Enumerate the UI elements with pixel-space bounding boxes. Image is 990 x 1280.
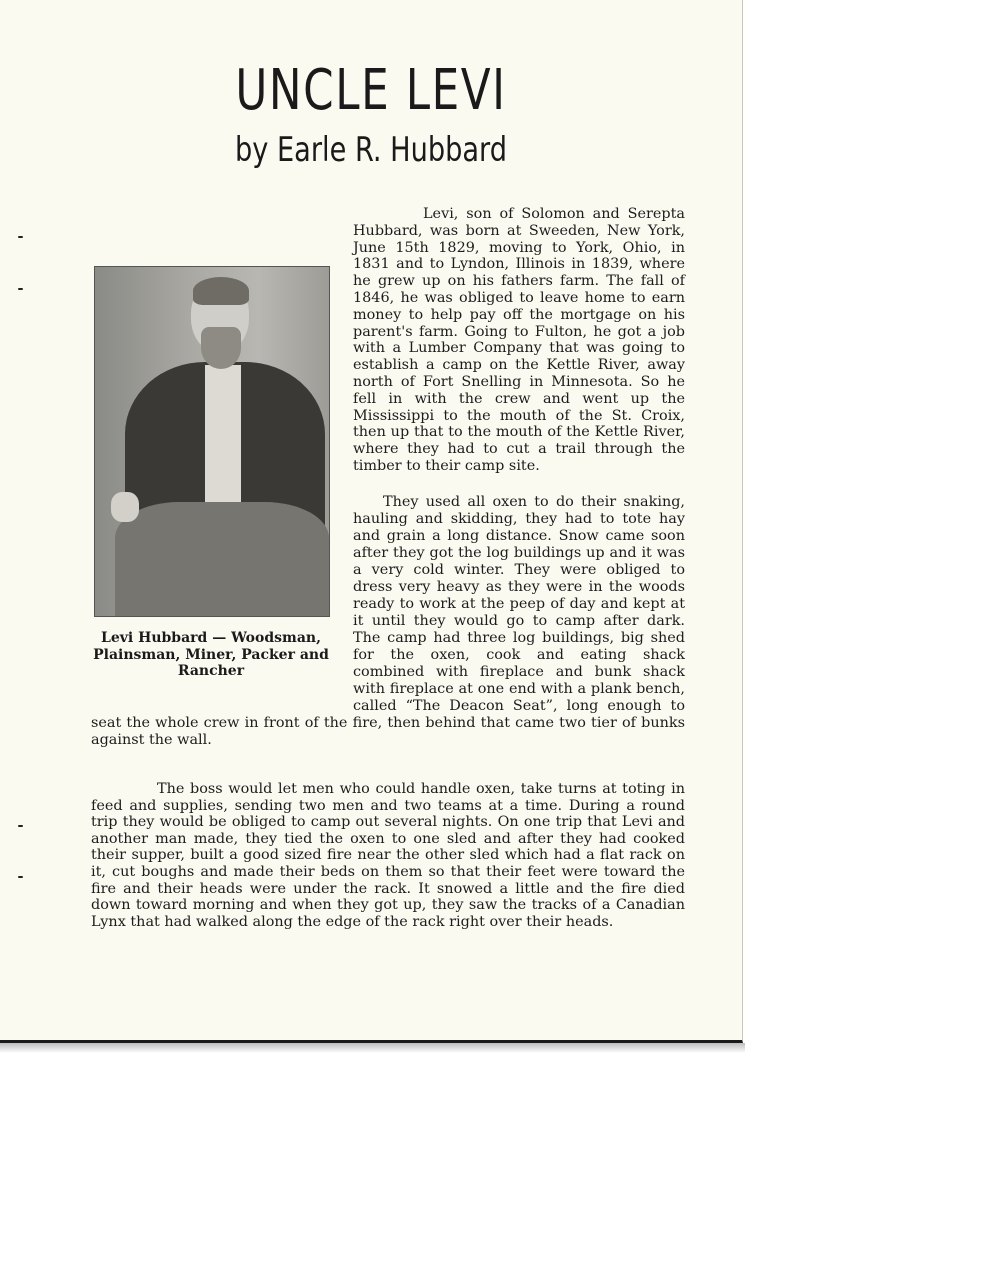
paragraph-2: They used all oxen to do their snaking, hauling and skidding, they had to tote hay and grain a long distance. Snow came soon after they got the log buildings up and it was a very cold winter. They were obliged to dress very heavy as they were in the woods ready to work at the peep of day and kept at it until they would go to camp after dark. The camp had three log buildings, big shed for the oxen, cook and eating shack combined with fireplace and bunk shack with fireplace at one end with a plank bench, called “The Deacon Seat”, long enough to seat the whole crew in front of the fire, then behind that came two tier of bunks against the wall. [91,494,685,748]
photo-caption: Levi Hubbard — Woodsman, Plainsman, Miner, Packer and Rancher [93,630,329,679]
paragraph-1: Levi, son of Solomon and Serepta Hubbard, was born at Sweeden, New York, June 15th 1829, moving to York, Ohio, in 1831 and to Lyndon, Illinois in 1839, where he grew up on his fathers farm. The fall of 1846, he was obliged to leave home to earn money to help pay off the mortgage on his parent's farm. Going to Fulton, he got a job with a Lumber Company that was going to establish a camp on the Kettle River, away north of Fort Snelling in Minnesota. So he fell in with the crew and went up the Mississippi to the mouth of the St. Croix, then up that to the mouth of the Kettle River, where they had to cut a trail through the timber to their camp site. [353,206,685,474]
binding-hole [18,876,23,878]
page-edge-shadow [0,1043,745,1053]
binding-hole [18,288,23,290]
article-byline: by Earle R. Hubbard [234,130,508,170]
binding-hole [18,236,23,238]
paragraph-3: The boss would let men who could handle oxen, take turns at toting in feed and supplies, sending two men and two teams at a time. During a round trip they would be obliged to camp out several nights. On one trip that Levi and another man made, they tied the oxen to one sled and after they had cooked their supper, built a good sized fire near the other sled which had a flat rack on it, cut boughs and made their beds on them so that their feet were toward the fire and their heads were under the rack. It snowed a little and the fire died down toward morning and when they got up, they saw the tracks of a Canadian Lynx that had walked along the edge of the rack right over their heads. [91,781,685,930]
article-title: UNCLE LEVI [235,58,507,123]
binding-hole [18,825,23,827]
portrait-photo [94,266,330,617]
